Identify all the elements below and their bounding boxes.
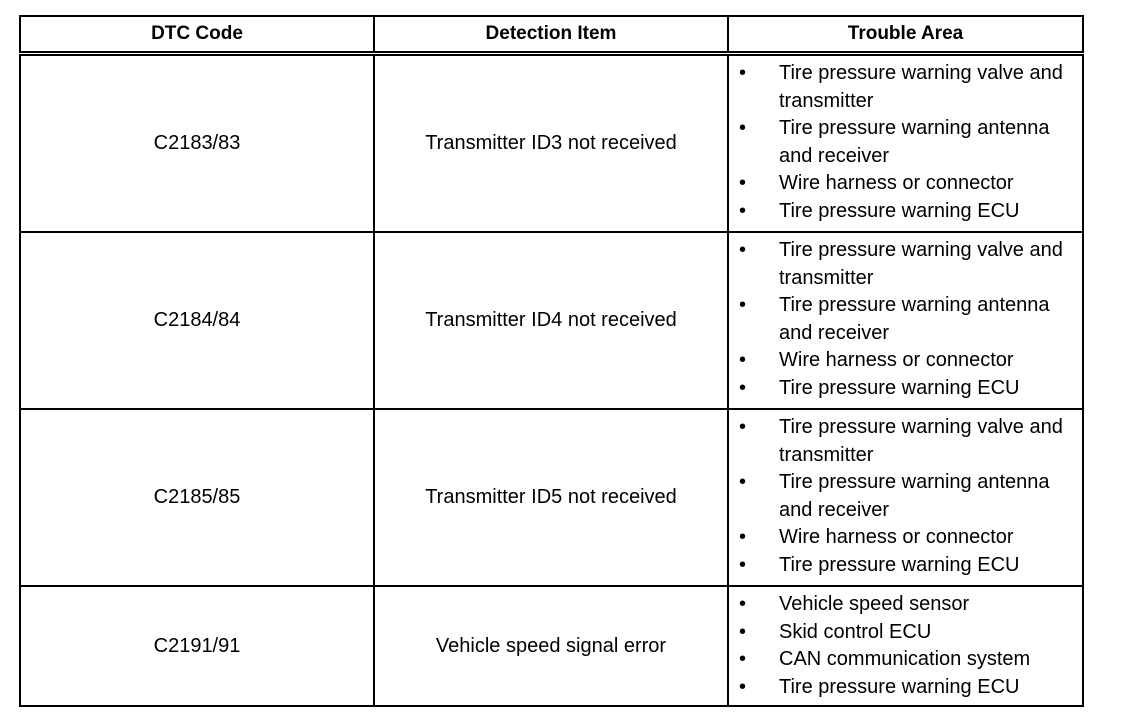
bullet-icon: • bbox=[739, 416, 747, 438]
trouble-area-text: Tire pressure warning valve and transmitter bbox=[779, 62, 1063, 112]
table-row bbox=[20, 409, 1083, 586]
trouble-area-list bbox=[729, 233, 1082, 404]
table-row bbox=[20, 232, 1083, 409]
header-dtc-code: DTC Code bbox=[20, 16, 374, 54]
list-item bbox=[739, 619, 1076, 647]
bullet-icon: • bbox=[739, 471, 747, 493]
list-item bbox=[739, 674, 1076, 702]
list-item bbox=[739, 375, 1076, 403]
header-detection-item: Detection Item bbox=[374, 16, 728, 54]
trouble-area-text: Tire pressure warning antenna and receiver bbox=[779, 294, 1050, 344]
trouble-area-text: Wire harness or connector bbox=[779, 526, 1014, 548]
header-trouble-area: Trouble Area bbox=[728, 16, 1083, 54]
trouble-area-text: Wire harness or connector bbox=[779, 349, 1014, 371]
trouble-area-cell bbox=[728, 54, 1083, 233]
trouble-area-text: Tire pressure warning antenna and receiver bbox=[779, 117, 1050, 167]
list-item bbox=[739, 469, 1076, 524]
trouble-area-text: Tire pressure warning valve and transmitter bbox=[779, 416, 1063, 466]
trouble-area-list bbox=[729, 56, 1082, 227]
list-item bbox=[739, 60, 1076, 115]
bullet-icon: • bbox=[739, 675, 747, 698]
dtc-code-cell: C2191/91 bbox=[20, 586, 374, 706]
trouble-area-cell bbox=[728, 232, 1083, 409]
list-item bbox=[739, 591, 1076, 619]
bullet-icon: • bbox=[739, 376, 747, 399]
bullet-icon: • bbox=[739, 526, 747, 548]
trouble-area-text: Tire pressure warning antenna and receiver bbox=[779, 471, 1050, 521]
bullet-icon: • bbox=[739, 62, 747, 84]
bullet-icon: • bbox=[739, 593, 747, 615]
list-item bbox=[739, 552, 1076, 580]
dtc-code-cell: C2185/85 bbox=[20, 409, 374, 586]
trouble-area-cell bbox=[728, 586, 1083, 706]
bullet-icon: • bbox=[739, 239, 747, 261]
bullet-icon: • bbox=[739, 648, 747, 670]
detection-item-cell: Transmitter ID4 not received bbox=[374, 232, 728, 409]
trouble-area-text: Vehicle speed sensor bbox=[779, 593, 970, 615]
list-item bbox=[739, 524, 1076, 552]
dtc-code-cell: C2184/84 bbox=[20, 232, 374, 409]
table-row bbox=[20, 586, 1083, 706]
header-row bbox=[20, 16, 1083, 54]
dtc-code-cell: C2183/83 bbox=[20, 54, 374, 233]
table-row bbox=[20, 54, 1083, 233]
trouble-area-cell bbox=[728, 409, 1083, 586]
list-item bbox=[739, 347, 1076, 375]
bullet-icon: • bbox=[739, 349, 747, 371]
detection-item-cell: Transmitter ID3 not received bbox=[374, 54, 728, 233]
bullet-icon: • bbox=[739, 294, 747, 316]
trouble-area-list bbox=[729, 587, 1082, 703]
list-item bbox=[739, 198, 1076, 226]
list-item bbox=[739, 646, 1076, 674]
bullet-icon: • bbox=[739, 620, 747, 643]
trouble-area-text: Tire pressure warning ECU bbox=[779, 553, 1020, 576]
trouble-area-text: Wire harness or connector bbox=[779, 172, 1014, 194]
bullet-icon: • bbox=[739, 199, 747, 222]
list-item bbox=[739, 292, 1076, 347]
trouble-area-text: CAN communication system bbox=[779, 648, 1031, 670]
bullet-icon: • bbox=[739, 553, 747, 576]
detection-item-cell: Vehicle speed signal error bbox=[374, 586, 728, 706]
trouble-area-list bbox=[729, 410, 1082, 581]
bullet-icon: • bbox=[739, 117, 747, 139]
detection-item-cell: Transmitter ID5 not received bbox=[374, 409, 728, 586]
list-item bbox=[739, 237, 1076, 292]
trouble-area-text: Tire pressure warning ECU bbox=[779, 675, 1020, 698]
trouble-area-text: Tire pressure warning ECU bbox=[779, 376, 1020, 399]
list-item bbox=[739, 115, 1076, 170]
bullet-icon: • bbox=[739, 172, 747, 194]
trouble-area-text: Tire pressure warning ECU bbox=[779, 199, 1020, 222]
dtc-table bbox=[19, 15, 1084, 707]
list-item bbox=[739, 414, 1076, 469]
list-item bbox=[739, 170, 1076, 198]
trouble-area-text: Skid control ECU bbox=[779, 620, 932, 643]
trouble-area-text: Tire pressure warning valve and transmitter bbox=[779, 239, 1063, 289]
